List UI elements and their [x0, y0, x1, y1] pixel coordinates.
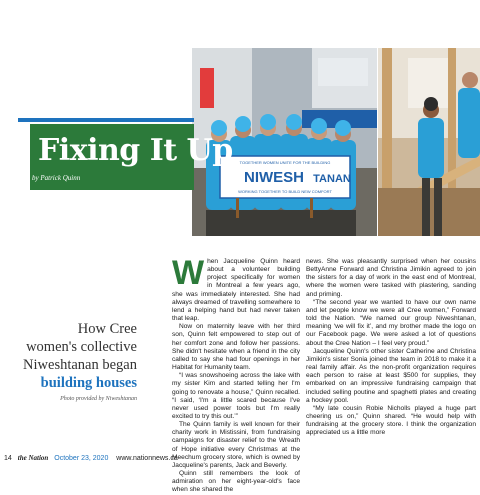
paragraph: “The second year we wanted to have our own name and let people know we were all Cree women,” Forward told the Nation. “We named our group Niweshtanan, meaning ‘we will fix it’, and my brother made the logo on our Facebook page. We were asked a lot of questions about the Cree Nation – I feel very proud.” — [306, 298, 476, 347]
paragraph: Quinn still remembers the look of admiration on her eight-year-old's face when she shared the — [172, 470, 300, 494]
construction-photo — [378, 48, 480, 236]
pull-quote-line-2: women's collective — [26, 339, 137, 355]
paragraph: “My late cousin Robie Nicholls played a huge part cheering us on,” Quinn shared. “He would help with fundraising at the grocery store. I think the organization appreciated us a little more — [306, 404, 476, 437]
article-byline: by Patrick Quinn — [32, 174, 81, 182]
page-number: 14 — [4, 455, 12, 462]
paragraph: The Quinn family is well known for their charity work in Mistissini, from fundraising campaigns for disaster relief to the Wreath of Hope initiative every Christmas at the Meechum grocery store, which is owned by Jacqueline's parents, Jack and Beverly. — [172, 421, 300, 469]
paragraph-text: hen Jacqueline Quinn heard about a volunteer building project specifically for women in Montreal a few years ago, she was immediately interested. She had always dreamed of travelling somewhere to lend a helping hand but had never taken that leap. — [172, 258, 300, 323]
website-link[interactable]: www.nationnews.ca — [116, 455, 178, 462]
pull-quote-line-1: How Cree — [77, 321, 137, 337]
construction-photo-illustration — [378, 48, 480, 236]
paragraph: “I was snowshoeing across the lake with my sister Kim and started telling her I'm going to renovate a house,” Quinn recalled. “I said, ‘I'm a little scared because I've never used power tools but I'm really excited to try this out.’” — [172, 372, 300, 420]
photo-credit: Photo provided by Niweshtanan — [60, 396, 137, 402]
banner-main-text-2: TANAN — [313, 173, 351, 185]
pull-quote — [20, 320, 137, 402]
article-column-1 — [172, 254, 300, 495]
publication-name: the Nation — [17, 454, 49, 462]
drop-cap: W — [172, 254, 205, 292]
article-headline: Fixing It Up — [38, 133, 233, 168]
banner-sub-text: WORKING TOGETHER TO BUILD NEW COMFORT — [238, 189, 332, 194]
paragraph: Now on maternity leave with her third son, Quinn felt empowered to step out of her comfort zone and follow her passions. She didn't hesitate when a friend in the city called to say she had four openings in her Habitat for Humanity team. — [172, 323, 300, 372]
page-footer — [4, 454, 178, 462]
paragraph — [172, 254, 300, 323]
banner-top-text: TOGETHER WOMEN UNITE FOR THE BUILDING — [239, 160, 331, 165]
pull-quote-line-3: Niweshtanan began — [23, 357, 137, 373]
paragraph: Jacqueline Quinn's other sister Catherine and Christina Jimikin's sister Sonia joined the team in 2018 to make it a real family affair. As the non-profit organization requires each person to raise at least $500 for supplies, they embarked on an impressive fundraising campaign that included selling poutine and spaghetti plates and creating a hockey pool. — [306, 347, 476, 404]
article-column-2 — [306, 258, 476, 437]
paragraph: news. She was pleasantly surprised when her cousins BettyAnne Forward and Christina Jimikin agreed to join the sisters for a day of work in the east end of Montreal, where the women were tasked with plastering, sanding and priming. — [306, 258, 476, 298]
issue-date: October 23, 2020 — [54, 455, 109, 462]
banner-main-text-1: NIWESH — [244, 169, 304, 186]
pull-quote-line-4: building houses — [40, 375, 137, 391]
title-accent-bar — [18, 118, 194, 122]
